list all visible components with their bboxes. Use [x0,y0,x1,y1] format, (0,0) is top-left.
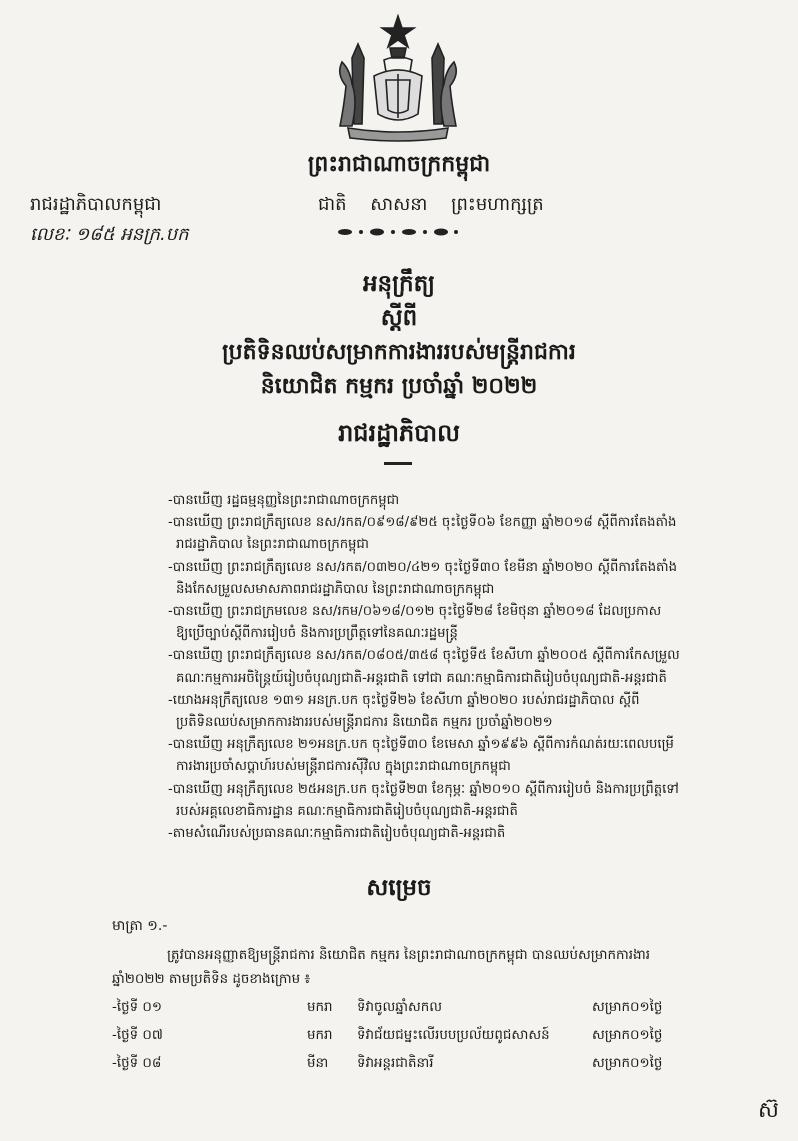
holiday-name: ទិវាជ័យជម្នះលើរបបប្រល័យពូជសាសន៍ [357,1028,550,1043]
decides-heading: សម្រេច [366,875,432,901]
document-number: លេខៈ ១៨៥ អនក្រ.បក [30,224,189,245]
ornament-divider-icon [333,224,463,240]
visa-line: -បានឃើញ ព្រះរាជក្រមលេខ នស/រកម/០៦១៨/០១២ ចុះថ្ងៃទី២៨ ខែមិថុនា ឆ្នាំ២០១៨ ដែលប្រកាស [168,604,662,620]
holiday-duration: សម្រាក០១ថ្ងៃ [592,1000,663,1015]
holiday-month: មីនា [307,1056,329,1071]
holiday-duration: សម្រាក០១ថ្ងៃ [592,1056,663,1071]
visa-line: ការងារប្រចាំសប្តាហ៍របស់មន្ត្រីរាជការស៊ីវិល ក្នុងព្រះរាជាណាចក្រកម្ពុជា [176,759,511,775]
holiday-row [112,998,772,1022]
decree-title: អនុក្រឹត្យ [362,271,436,297]
government-heading: រាជរដ្ឋាភិបាល [338,419,460,447]
holiday-day: -ថ្ងៃទី ០១ [112,1000,162,1015]
legal-basis-list [168,490,768,845]
visa-line: -បានឃើញ អនុក្រឹត្យលេខ ២១អនក្រ.បក ចុះថ្ងៃទី៣០ ខែមេសា ឆ្នាំ១៩៩៦ ស្តីពីការកំណត់រយៈពេលបម្រើ [168,737,674,753]
visa-line: និងកែសម្រួលសមាសភាពរាជរដ្ឋាភិបាល នៃព្រះរាជាណាចក្រកម្ពុជា [176,581,495,597]
decree-subject-line-2: និយោជិត កម្មករ ប្រចាំឆ្នាំ ២០២២ [260,374,538,399]
holiday-row [112,1054,772,1078]
holiday-name: ទិវាចូលឆ្នាំសកល [357,1000,442,1015]
visa-line: ប្រតិទិនឈប់សម្រាកការងាររបស់មន្ត្រីរាជការ និយោជិត កម្មករ ប្រចាំឆ្នាំ២០២១ [176,715,553,731]
article-label: មាត្រា ១.- [112,918,168,934]
holiday-day: -ថ្ងៃទី ០៧ [112,1028,163,1043]
holiday-month: មករា [307,1000,333,1015]
national-motto: ជាតិ សាសនា ព្រះមហាក្សត្រ [318,194,544,215]
holiday-row [112,1026,772,1050]
article-body [112,944,772,992]
visa-line: -តាមសំណើរបស់ប្រធានគណៈកម្មាធិការជាតិរៀបចំបុណ្យជាតិ-អន្តរជាតិ [168,826,506,842]
royal-coat-of-arms-icon [328,14,468,146]
holiday-day: -ថ្ងៃទី ០៨ [112,1056,162,1071]
visa-line: -បានឃើញ ព្រះរាជក្រឹត្យលេខ នស/រកត/០៩១៨/៩២៥ ចុះថ្ងៃទី០៦ ខែកញ្ញា ឆ្នាំ២០១៨ ស្តីពីការតែងតាំង [168,515,677,531]
heading-divider [384,462,412,465]
visa-line: -បានឃើញ អនុក្រឹត្យលេខ ២៥អនក្រ.បក ចុះថ្ងៃទី២៣ ខែកុម្ភៈ ឆ្នាំ២០១០ ស្តីពីការរៀបចំ និងការប្រព្រឹត្តទៅ [168,781,679,797]
visa-line: ឱ្យប្រើច្បាប់ស្តីពីការរៀបចំ និងការប្រព្រឹត្តទៅនៃគណៈរដ្ឋមន្ត្រី [176,626,458,642]
signature-mark: ស៊ [758,1098,779,1123]
decree-subject-line-1: ប្រតិទិនឈប់សម្រាកការងាររបស់មន្ត្រីរាជការ [222,340,576,365]
visa-line: -បានឃើញ ព្រះរាជក្រឹត្យលេខ នស/រកត/០៨០៥/៣៥៨ ចុះថ្ងៃទី៥ ខែសីហា ឆ្នាំ២០០៥ ស្តីពីការកែសម្រួល [168,648,680,664]
government-label: រាជរដ្ឋាភិបាលកម្ពុជា [30,194,162,215]
visa-line: -យោងអនុក្រឹត្យលេខ ១៣១ អនក្រ.បក ចុះថ្ងៃទី២៦ ខែសីហា ឆ្នាំ២០២០ របស់រាជរដ្ឋាភិបាល ស្តីពី [168,692,640,708]
holiday-month: មករា [307,1028,333,1043]
visa-line: -បានឃើញ ព្រះរាជក្រឹត្យលេខ នស/រកត/០៣២០/៤២១ ចុះថ្ងៃទី៣០ ខែមីនា ឆ្នាំ២០២០ ស្តីពីការតែងតាំង [168,559,677,575]
visa-line: រាជរដ្ឋាភិបាល នៃព្រះរាជាណាចក្រកម្ពុជា [176,537,369,553]
article-body-line: ត្រូវបានអនុញ្ញាតឱ្យមន្ត្រីរាជការ និយោជិត កម្មករ នៃព្រះរាជាណាចក្រកម្ពុជា បានឈប់សម្រាកការងារ [167,948,651,963]
holiday-duration: សម្រាក០១ថ្ងៃ [592,1028,663,1043]
decree-subject-label: ស្ដីពី [380,305,418,331]
article-body-line: ឆ្នាំ២០២២ តាមប្រតិទិន ដូចខាងក្រោម ៖ [112,972,311,987]
holiday-name: ទិវាអន្តរជាតិនារី [357,1056,434,1071]
visa-line: -បានឃើញ រដ្ឋធម្មនុញ្ញនៃព្រះរាជាណាចក្រកម្ពុជា [168,493,400,508]
visa-line: របស់អគ្គលេខាធិការដ្ឋាន គណៈកម្មាធិការជាតិរៀបចំបុណ្យជាតិ-អន្តរជាតិ [176,803,518,819]
visa-line: គណៈកម្មការអចិន្ត្រៃយ៍រៀបចំបុណ្យជាតិ-អន្តរជាតិ ទៅជា គណៈកម្មាធិការជាតិរៀបចំបុណ្យជាតិ-អន្តរជាតិ [176,670,667,686]
kingdom-title: ព្រះរាជាណាចក្រកម្ពុជា [307,152,491,177]
